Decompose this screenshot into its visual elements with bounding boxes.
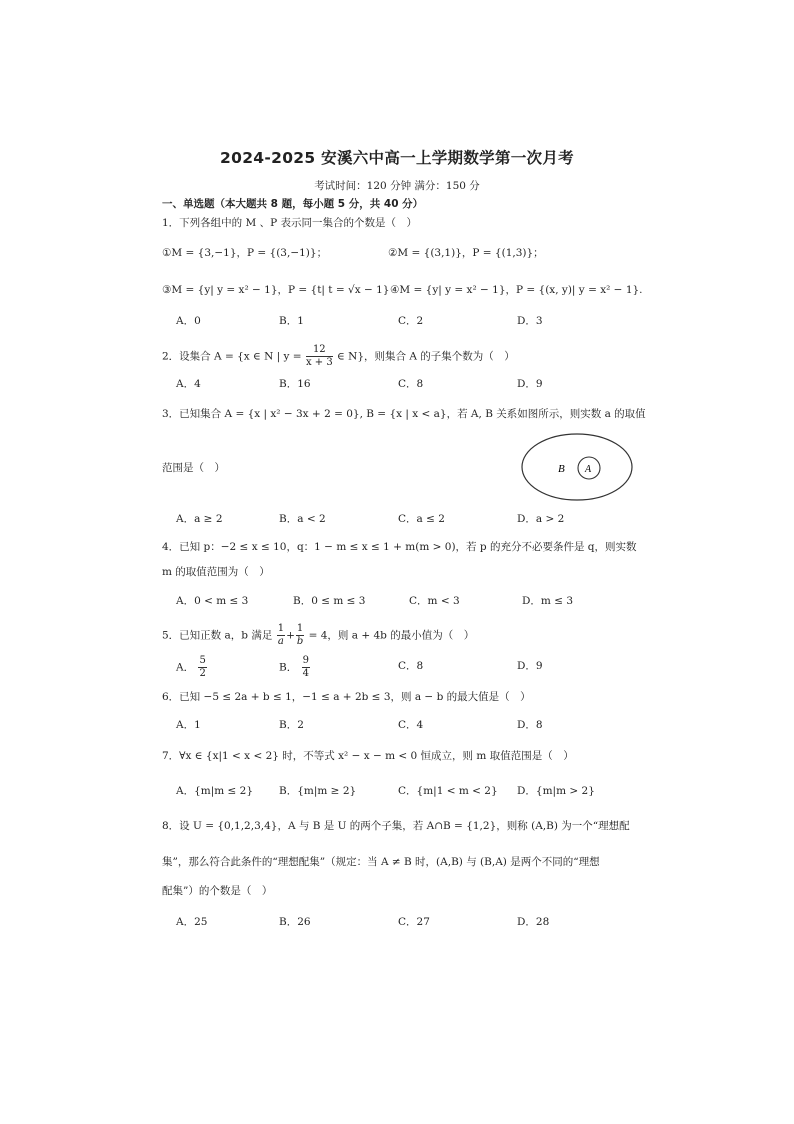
q6-option-d: D．8 xyxy=(517,719,543,731)
q6-option-b: B．2 xyxy=(279,719,304,731)
q8-stem-line-1: 8．设 U = {0,1,2,3,4}，A 与 B 是 U 的两个子集，若 A∩B = {1,2}，则称 (A,B) 为一个“理想配 xyxy=(162,820,630,832)
q2-fraction xyxy=(306,344,333,369)
q6-option-c: C．4 xyxy=(398,719,424,731)
q5-stem: 5．已知正数 a，b 满足 $\frac{1}{a}$ + $\frac{1}{b}$ = 4，则 a + 4b 的最小值为（ ） xyxy=(162,623,475,647)
set-b-label: B xyxy=(558,463,565,475)
q1-stem: 1．下列各组中的 M 、P 表示同一集合的个数是（ ） xyxy=(162,217,418,229)
q6-option-a: A．1 xyxy=(176,719,201,731)
q7-stem: 7．∀x ∈ {x|1 < x < 2} 时，不等式 x² − x − m < 0 恒成立，则 m 取值范围是（ ） xyxy=(162,750,574,762)
q4-stem-2: m 的取值范围为（ ） xyxy=(162,566,270,578)
q2-stem xyxy=(162,344,515,369)
q5-option-c: C．8 xyxy=(398,660,424,672)
q1-option-a: A．0 xyxy=(176,315,201,327)
q3-option-d: D．a > 2 xyxy=(517,513,565,525)
q7-option-d: D．{m|m > 2} xyxy=(517,785,595,797)
q1-item-4: ④M = {y| y = x² − 1}，P = {(x, y)| y = x² − 1}. xyxy=(390,284,643,296)
q2-stem-b: ∈ N}，则集合 A 的子集个数为（ ） xyxy=(337,350,515,363)
q7-option-a: A．{m|m ≤ 2} xyxy=(176,785,254,797)
q2-option-c: C．8 xyxy=(398,378,424,390)
q7-option-c: C．{m|1 < m < 2} xyxy=(398,785,498,797)
q1-option-d: D．3 xyxy=(517,315,543,327)
q2-fraction-num: 12 xyxy=(306,344,333,357)
q8-option-d: D．28 xyxy=(517,916,550,928)
q7-option-b: B．{m|m ≥ 2} xyxy=(279,785,357,797)
q3-option-a: A．a ≥ 2 xyxy=(176,513,223,525)
set-a-label: A xyxy=(585,464,592,475)
q5-option-d: D．9 xyxy=(517,660,543,672)
q5-option-a: A． $\frac{5}{2}$ xyxy=(176,655,206,679)
q5-stem-a: 5．已知正数 a，b 满足 xyxy=(162,629,273,642)
q2-fraction-den: x + 3 xyxy=(305,357,333,368)
q1-item-3: ③M = {y| y = x² − 1}，P = {t| t = √x − 1} xyxy=(162,284,390,296)
q3-stem: 3．已知集合 A = {x | x² − 3x + 2 = 0}, B = {x | x < a}，若 A, B 关系如图所示，则实数 a 的取值 xyxy=(162,408,646,420)
q3-option-b: B．a < 2 xyxy=(279,513,326,525)
q5-option-b: B． $\frac{9}{4}$ xyxy=(279,655,309,679)
page-title: 2024-2025 安溪六中高一上学期数学第一次月考 xyxy=(220,149,574,167)
q8-stem-line-3: 配集”）的个数是（ ） xyxy=(162,885,273,897)
q3-option-c: C．a ≤ 2 xyxy=(398,513,445,525)
section-heading: 一、单选题（本大题共 8 题，每小题 5 分，共 40 分） xyxy=(162,198,424,210)
q4-option-c: C．m < 3 xyxy=(409,595,460,607)
q8-option-c: C．27 xyxy=(398,916,430,928)
q4-option-d: D．m ≤ 3 xyxy=(522,595,574,607)
q1-option-c: C．2 xyxy=(398,315,424,327)
q4-option-a: A．0 < m ≤ 3 xyxy=(176,595,249,607)
exam-info: 考试时间：120 分钟 满分：150 分 xyxy=(314,180,480,192)
q5-fraction-1-over-b: $\frac{1}{b}$ xyxy=(296,623,304,647)
q8-option-a: A．25 xyxy=(176,916,208,928)
q2-option-d: D．9 xyxy=(517,378,543,390)
set-b-ellipse xyxy=(522,434,632,500)
q1-item-2: ②M = {(3,1)}，P = {(1,3)}； xyxy=(388,247,544,259)
q8-option-b: B．26 xyxy=(279,916,311,928)
set-relation-diagram xyxy=(520,432,634,502)
q1-item-1: ①M = {3,−1}，P = {(3,−1)}； xyxy=(162,247,328,259)
q4-option-b: B．0 ≤ m ≤ 3 xyxy=(293,595,366,607)
q2-option-b: B．16 xyxy=(279,378,311,390)
q6-stem: 6．已知 −5 ≤ 2a + b ≤ 1，−1 ≤ a + 2b ≤ 3，则 a − b 的最大值是（ ） xyxy=(162,691,531,703)
q1-option-b: B．1 xyxy=(279,315,304,327)
q5-fraction-1-over-a: $\frac{1}{a}$ xyxy=(277,623,285,647)
q4-stem: 4．已知 p：−2 ≤ x ≤ 10，q：1 − m ≤ x ≤ 1 + m(m > 0)，若 p 的充分不必要条件是 q，则实数 xyxy=(162,541,637,553)
q2-stem-a: 2．设集合 A = {x ∈ N | y = xyxy=(162,350,302,363)
q5-stem-b: = 4，则 a + 4b 的最小值为（ ） xyxy=(308,629,475,642)
q3-stem-2: 范围是（ ） xyxy=(162,462,225,474)
q8-stem-line-2: 集”，那么符合此条件的“理想配集”（规定：当 A ≠ B 时，(A,B) 与 (B,A) 是两个不同的“理想 xyxy=(162,856,600,868)
q2-option-a: A．4 xyxy=(176,378,201,390)
